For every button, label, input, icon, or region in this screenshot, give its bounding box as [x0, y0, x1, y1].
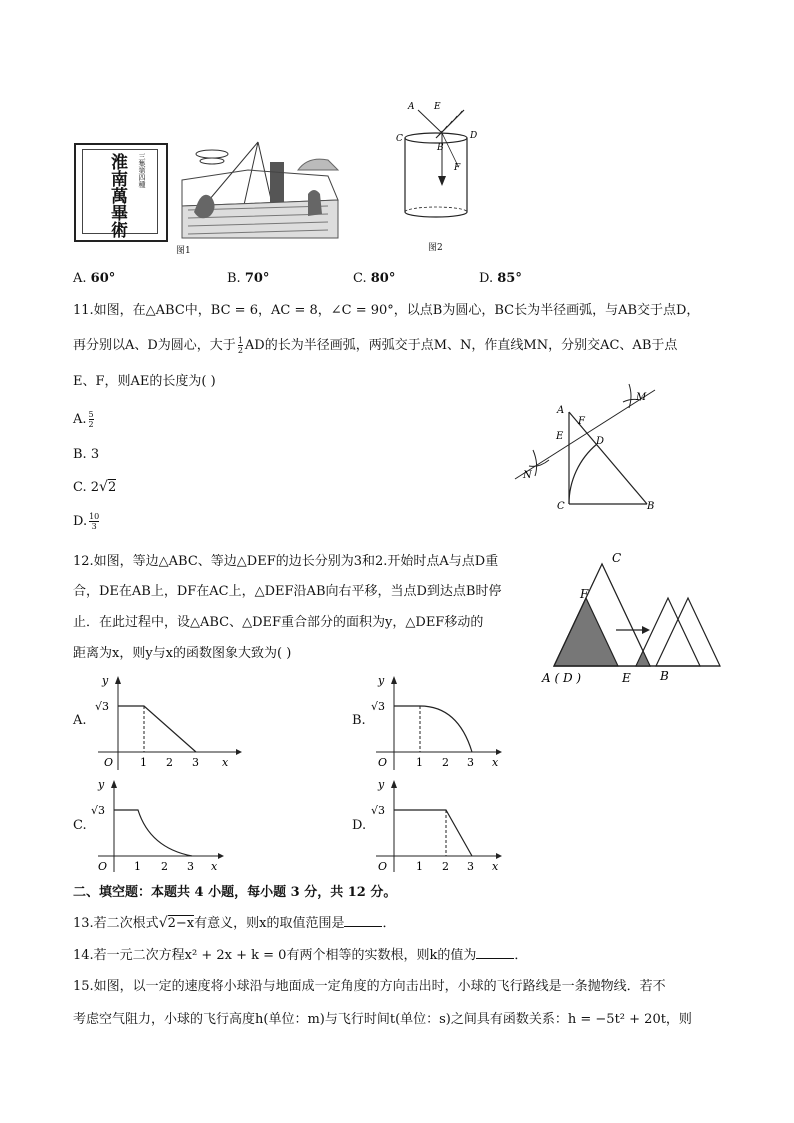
q12-label-b: B: [660, 669, 669, 683]
graph-b-label: B.: [352, 713, 366, 728]
q11-label-f: F: [578, 416, 585, 427]
svg-text:y: y: [102, 674, 109, 687]
svg-text:√3: √3: [95, 700, 110, 713]
graph-d-label: D.: [352, 818, 367, 833]
q12-line-4: 距离为x，则y与x的函数图象大致为( ): [73, 646, 292, 661]
svg-text:√3: √3: [371, 804, 386, 817]
q11-label-n: N: [523, 470, 532, 481]
svg-text:O: O: [378, 860, 388, 873]
q14-answer-blank[interactable]: [476, 946, 514, 959]
svg-text:x: x: [222, 756, 229, 769]
svg-text:O: O: [104, 756, 114, 769]
book-volume: 三集第四種: [138, 153, 146, 188]
svg-text:3: 3: [467, 860, 474, 873]
svg-text:3: 3: [192, 756, 199, 769]
q10-option-c: C. 80°: [353, 271, 396, 286]
graph-c: [88, 772, 248, 877]
svg-text:1: 1: [416, 756, 423, 769]
q10-option-d: D. 85°: [479, 271, 522, 286]
svg-text:y: y: [98, 778, 105, 791]
svg-text:2: 2: [442, 860, 449, 873]
q11-line-3: E、F，则AE的长度为( ): [73, 374, 216, 389]
q11-label-e: E: [556, 431, 564, 442]
q10-option-a: A. 60°: [73, 271, 116, 286]
q14-line: 14.若一元二次方程x² + 2x + k = 0有两个相等的实数根，则k的值为 ．: [73, 948, 528, 963]
q11-label-d: D: [596, 436, 605, 447]
svg-text:3: 3: [467, 756, 474, 769]
graph-d: [366, 772, 526, 877]
q11-label-c: C: [557, 501, 565, 512]
figure-1-illustration: [178, 140, 342, 242]
figure-2-diagram: [396, 100, 496, 225]
q12-label-c: C: [612, 551, 622, 565]
svg-text:x: x: [492, 756, 499, 769]
svg-text:1: 1: [416, 860, 423, 873]
q13-answer-blank[interactable]: [344, 914, 382, 927]
svg-text:2: 2: [161, 860, 168, 873]
book-title: 淮南萬畢術: [107, 153, 127, 238]
svg-text:2: 2: [442, 756, 449, 769]
svg-text:O: O: [98, 860, 108, 873]
q10-option-b: B. 70°: [227, 271, 270, 286]
q11-label-a: A: [557, 405, 565, 416]
svg-text:√3: √3: [371, 700, 386, 713]
q11-option-d: D. $\frac{10}{3}$: [73, 512, 100, 531]
fig2-label-f: F: [454, 163, 461, 173]
svg-text:O: O: [378, 756, 388, 769]
figure-1-book-cover: [74, 143, 168, 242]
q11-option-c: C. 2√2: [73, 479, 117, 495]
fig2-label-e: E: [434, 102, 441, 112]
q12-label-ad: A ( D ): [542, 671, 582, 685]
graph-c-label: C.: [73, 818, 87, 833]
q12-label-e: E: [622, 671, 631, 685]
svg-text:1: 1: [140, 756, 147, 769]
fig2-label-a: A: [408, 102, 415, 112]
q11-option-b: B. 3: [73, 447, 100, 462]
svg-text:2: 2: [166, 756, 173, 769]
q11-option-a: A. $\frac{5}{2}$: [73, 410, 94, 429]
graph-b: [366, 670, 526, 775]
fig2-label-c: C: [396, 134, 403, 144]
q15-line-2: 考虑空气阻力，小球的飞行高度h(单位：m)与飞行时间t(单位：s)之间具有函数关系：h = −5t² + 20t，则: [73, 1012, 692, 1027]
q12-label-f: F: [580, 587, 589, 601]
fig2-label-b: B: [437, 143, 444, 153]
q12-figure: [538, 548, 728, 688]
q12-line-2: 合，DE在AB上，DF在AC上，△DEF沿AB向右平移，当点D到达点B时停: [73, 584, 502, 599]
q13-line: 13.若二次根式√2−x有意义，则x的取值范围是 ．: [73, 915, 396, 931]
svg-text:3: 3: [187, 860, 194, 873]
figure-2-caption: 图2: [428, 243, 443, 253]
q11-label-b: B: [647, 501, 655, 512]
q15-line-1: 15.如图，以一定的速度将小球沿与地面成一定角度的方向击出时，小球的飞行路线是一条抛物线．若不: [73, 979, 666, 994]
section-2-title: 二、填空题：本题共 4 小题，每小题 3 分，共 12 分。: [73, 885, 397, 900]
svg-text:√3: √3: [91, 804, 106, 817]
svg-text:1: 1: [134, 860, 141, 873]
svg-text:x: x: [211, 860, 218, 873]
fig2-label-d: D: [470, 131, 478, 141]
svg-text:y: y: [378, 778, 385, 791]
q12-line-1: 12.如图，等边△ABC、等边△DEF的边长分别为3和2.开始时点A与点D重: [73, 554, 499, 569]
svg-text:y: y: [378, 674, 385, 687]
q11-line-1: 11.如图，在△ABC中，BC = 6，AC = 8，∠C = 90°，以点B为圆心，BC长为半径画弧，与AB交于点D，: [73, 303, 700, 318]
q11-label-m: M: [636, 392, 647, 403]
graph-a-label: A.: [73, 713, 87, 728]
svg-text:x: x: [492, 860, 499, 873]
graph-a: [88, 670, 248, 775]
q11-line-2: 再分别以A、D为圆心，大于 $\frac{1}{2}$ AD的长为半径画弧，两弧交于点M、N，作直线MN，分别交AC、AB于点: [73, 336, 678, 355]
q11-figure: [505, 380, 675, 515]
q12-line-3: 止．在此过程中，设△ABC、△DEF重合部分的面积为y，△DEF移动的: [73, 615, 484, 630]
figure-1-caption: 图1: [176, 246, 191, 256]
